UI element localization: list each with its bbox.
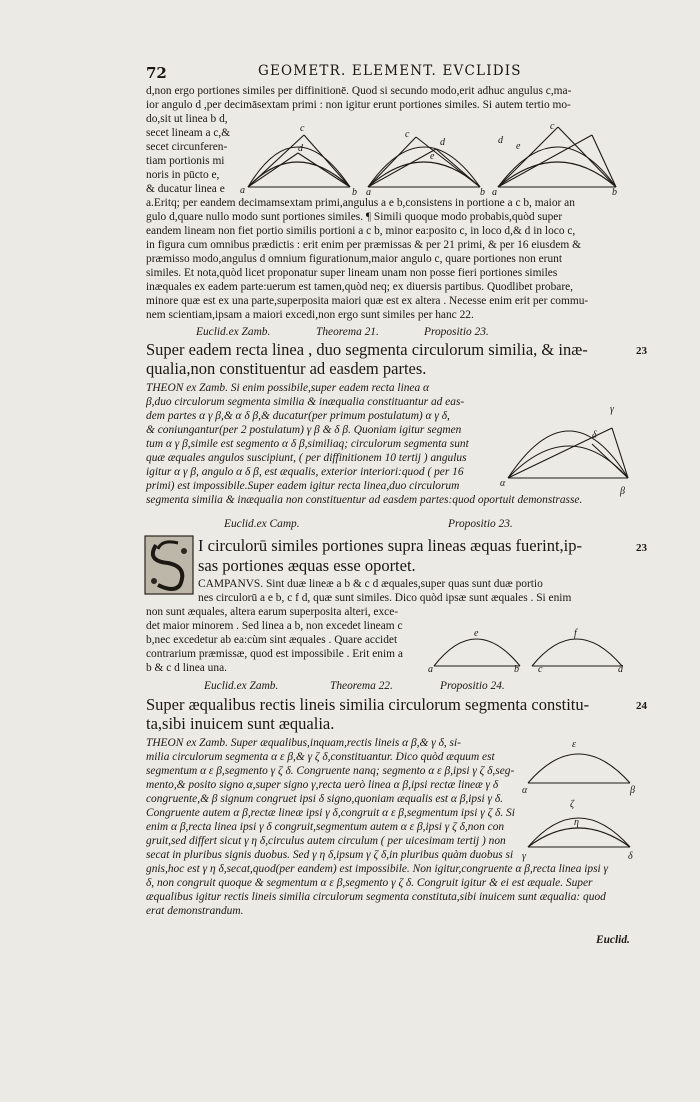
diagram-label: d [618,664,623,675]
diagram-label: β [630,785,635,796]
arc [434,639,520,666]
line [436,149,480,187]
text-line: inæquales ex eadem parte:uerum est tamen,quòd neq; ex diuersis partibus. Quodlibet probare, [146,281,574,293]
text-line: eandem lineam non fiet portio similis portioni a c b, minor ea:posito c, in loco d,& d in loco c, [146,225,576,237]
text-line: δ, non congruit quoque & segmentum α ε β,segmento γ ζ δ. Congruit igitur & ei est æquale. Super [146,877,593,889]
diagram-label: f [574,628,577,639]
diagram-label: c [538,664,543,675]
diagram-label: a [492,187,497,198]
text-line: segmenta similia & inæqualia non constituentur ad easdem partes:quod oportuit demonstrasse. [146,494,583,506]
text-line: & coniungantur(per 2 postulatum) γ β & δ β. Quoniam igitur segmen [146,424,462,436]
diagram-label: e [430,151,435,162]
text-line: primi) est impossibile.Super eadem igitur recta linea,duo circulorum [146,480,460,492]
line [592,135,616,187]
text-line: mento,& posito signo α,super signo γ,recta uerò linea α β,ipsi rectæ lineæ γ δ [146,779,499,791]
text-line: milia circulorum segmenta α ε β,& γ ζ δ,constituantur. Dico quòd æquum est [146,751,495,763]
diagram-label: c [550,121,555,132]
text-line: in figura cum omnibus prædictis : erit enim per præmissas & per 21 primi, & per 16 eiusdem & [146,239,581,251]
proposition-heading: Super æqualibus rectis lineis similia circulorum segmenta constitu- [146,695,590,714]
text-line: do,sit ut linea b d, [146,113,228,125]
proposition-heading: sas portiones æquas esse oportet. [198,556,416,575]
theon-diagram-1 [500,400,640,495]
caption-proposition: Propositio 24. [440,680,505,692]
line [248,135,304,187]
text-line: erat demonstrandum. [146,905,244,917]
text-line: d,non ergo portiones similes per diffinitionē. Quod si secundo modo,erit adhuc angulus c,ma- [146,85,572,97]
line [498,135,592,187]
diagram-label: b [612,187,617,198]
text-line: b,nec excedetur ab ea:cùm sint æquales . Quare accidet [146,634,398,646]
line [498,127,558,187]
theon-diagram-2 [522,735,640,865]
campanus-diagram [428,620,633,675]
diagram-label: δ [628,851,633,862]
proposition-heading: I circulorū similes portiones supra lineas æquas fuerint,ip- [198,536,582,555]
diagram-label: a [240,185,245,196]
page-number: 72 [146,64,167,82]
text-line: Congruente autem α β,rectæ lineæ ipsi γ δ,congruit α ε β,segmentum ipsi γ ζ δ. Si [146,807,515,819]
diagram-label: d [298,143,303,154]
diagram-label: ε [572,739,576,750]
proposition-heading: qualia,non constituentur ad easdem partes. [146,359,427,378]
diagram-label: a [366,187,371,198]
text-line: & ducatur linea e [146,183,225,195]
text-line: æqualibus igitur rectis lineis similia circulorum segmenta constituta,sibi inuicem sunt æqualia: quod [146,891,606,903]
catchword: Euclid. [596,934,630,946]
arc [508,446,628,478]
arc [532,639,622,666]
diagram-label: γ [610,404,614,415]
text-line: secet lineam a c,& [146,127,231,139]
diagram-label: δ [592,430,597,441]
arc [368,147,480,187]
arc [528,754,630,783]
top-segment-diagrams [240,113,630,198]
margin-number: 24 [636,700,647,712]
text-line: segmentum α ε β,segmento γ ζ δ. Congruente nanq; segmento α ε β,ipsi γ ζ δ,seg- [146,765,515,777]
text-line: præmisso modo,angulus d omnium figurationum,maior angulo c, quare portiones non erunt [146,253,563,265]
text-line: gruit,sed differt sicut γ η δ,circulus autem circulum ( per uicesimam tertij ) non [146,835,506,847]
line [248,153,298,187]
arc [528,818,630,847]
diagram-label: b [352,187,357,198]
text-line: similes. Et nota,quòd licet proponatur super lineam unam non posse fieri portiones similes [146,267,558,279]
text-line: b & c d linea una. [146,662,227,674]
arc [498,147,616,187]
decorated-initial-s [144,535,194,595]
diagram-label: ζ [570,799,575,810]
caption-theorem: Theorema 21. [316,326,379,338]
proposition-heading: Super eadem recta linea , duo segmenta circulorum similia, & inæ- [146,340,588,359]
text-line: minore quæ est ex una parte,superposita maiori quæ est ex altera . Necesse enim erit per commu- [146,295,589,307]
text-line: THEON ex Zamb. Super æqualibus,inquam,rectis lineis α β,& γ δ, si- [146,737,461,749]
diagram-label: e [474,628,479,639]
arc [508,431,628,478]
text-line: igitur α γ β, angulo α δ β, est æqualis, exterior interiori:quod ( per 16 [146,466,464,478]
text-line: tum α γ β,simile est segmento α δ β,similiaq; circulorum segmenta sunt [146,438,469,450]
diagram-label: c [300,123,305,134]
margin-number: 23 [636,345,647,357]
text-line: non sunt æquales, altera earum superposita alteri, exce- [146,606,399,618]
diagram-label: α [500,478,506,489]
diagram-label: e [516,141,521,152]
caption-source: Euclid.ex Camp. [224,518,300,530]
diagram-label: α [522,785,528,796]
text-line: quæ æquales angulos suscipiunt, ( per diffinitionem 10 tertij ) angulus [146,452,467,464]
text-line: nem scientiam,ipsam a maiori excedi,non ergo sunt similes per hanc 22. [146,309,474,321]
diagram-label: d [440,137,445,148]
diagram-label: d [498,135,503,146]
caption-source: Euclid.ex Zamb. [196,326,271,338]
text-line: gnis,hoc est γ η δ,secat,quod(per eandem) est impossibile. Non igitur,congruente α β,recta linea ipsi γ [146,863,609,875]
caption-proposition: Propositio 23. [448,518,513,530]
text-line: nes circulorū a e b, c f d, quæ sunt similes. Dico quòd ipsæ sunt æquales . Si enim [198,592,572,604]
diagram-label: b [480,187,485,198]
text-line: a.Eritq; per eandem decimamsextam primi,angulus a e b,consistens in portione a c b, maior an [146,197,575,209]
text-line: dem partes α γ β,& α δ β,& ducatur(per primum postulatum) α γ δ, [146,410,450,422]
arc [528,828,630,847]
caption-proposition: Propositio 23. [424,326,489,338]
text-line: congruente,& β signum congruet ipsi δ signo,quoniam æqualis est α β,ipsi γ δ. [146,793,504,805]
text-line: CAMPANVS. Sint duæ lineæ a b & c d æquales,super quas sunt duæ portio [198,578,543,590]
margin-number: 23 [636,542,647,554]
line [368,149,436,187]
text-line: ior angulo d ,per decimāsextam primi : non igitur erunt portiones similes. Si autem tertio mo- [146,99,571,111]
caption-source: Euclid.ex Zamb. [204,680,279,692]
line [368,137,416,187]
text-line: contrarium præmissæ, quod est impossibile . Erit enim a [146,648,403,660]
text-line: gulo d,quare nullo modo sunt portiones similes. ¶ Simili quoque modo probabis,quòd super [146,211,563,223]
caption-theorem: Theorema 22. [330,680,393,692]
text-line: β,duo circulorum segmenta similia & inæqualia constituantur ad eas- [146,396,465,408]
text-line: secat in pluribus signis duobus. Sed γ η δ,ipsum γ ζ δ,in pluribus quàm duobus si [146,849,514,861]
diagram-label: β [620,486,625,497]
running-title: GEOMETR. ELEMENT. EVCLIDIS [258,63,522,79]
proposition-heading: ta,sibi inuicem sunt æqualia. [146,714,335,733]
text-line: enim α β,recta linea ipsi γ δ congruit,segmentum autem α ε β,ipsi γ ζ δ,non con [146,821,505,833]
diagram-label: c [405,129,410,140]
text-line: THEON ex Zamb. Si enim possibile,super eadem recta linea α [146,382,430,394]
text-line: tiam portionis mi [146,155,225,167]
diagram-label: γ [522,851,526,862]
diagram-label: a [428,664,433,675]
diagram-label: b [514,664,519,675]
diagram-label: η [574,817,579,828]
line [558,127,616,187]
text-line: secet circunferen- [146,141,228,153]
text-line: det maior minorem . Sed linea a b, non excedet lineam c [146,620,403,632]
text-line: noris in pūcto e, [146,169,220,181]
